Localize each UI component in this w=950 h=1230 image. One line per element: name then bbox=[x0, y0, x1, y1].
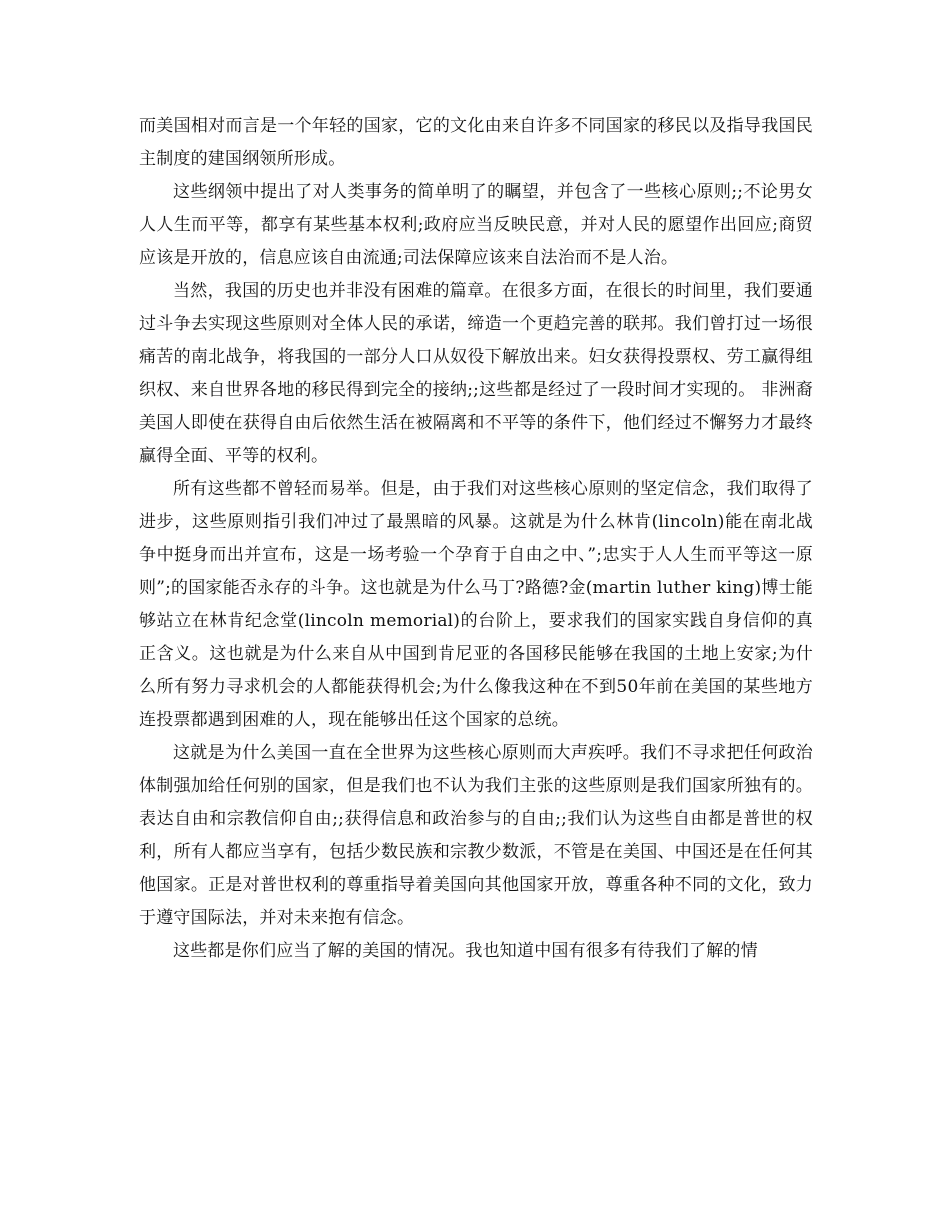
paragraph: 而美国相对而言是一个年轻的国家，它的文化由来自许多不同国家的移民以及指导我国民主制度的建国纲领所形成。 bbox=[139, 116, 813, 169]
paragraph: 所有这些都不曾轻而易举。但是，由于我们对这些核心原则的坚定信念，我们取得了进步，这些原则指引我们冲过了最黑暗的风暴。这就是为什么林肯(lincoln)能在南北战争中挺身而出并宣布，这是一场考验一个孕育于自由之中、”;忠实于人人生而平等这一原则”;的国家能否永存的斗争。这也就是为什么马丁?路德?金(martin luther king)博士能够站立在林肯纪念堂(lincoln memorial)的台阶上，要求我们的国家实践自身信仰的真正含义。这也就是为什么来自从中国到肯尼亚的各国移民能够在我国的土地上安家;为什么所有努力寻求机会的人都能获得机会;为什么像我这种在不到50年前在美国的某些地方连投票都遇到困难的人，现在能够出任这个国家的总统。 bbox=[139, 479, 813, 730]
paragraph: 这就是为什么美国一直在全世界为这些核心原则而大声疾呼。我们不寻求把任何政治体制强加给任何别的国家，但是我们也不认为我们主张的这些原则是我们国家所独有的。表达自由和宗教信仰自由;;获得信息和政治参与的自由;;我们认为这些自由都是普世的权利，所有人都应当享有，包括少数民族和宗教少数派，不管是在美国、中国还是在任何其他国家。正是对普世权利的尊重指导着美国向其他国家开放，尊重各种不同的文化，致力于遵守国际法，并对未来抱有信念。 bbox=[139, 743, 813, 928]
paragraph: 当然，我国的历史也并非没有困难的篇章。在很多方面，在很长的时间里，我们要通过斗争去实现这些原则对全体人民的承诺，缔造一个更趋完善的联邦。我们曾打过一场很痛苦的南北战争，将我国的一部分人口从奴役下解放出来。妇女获得投票权、劳工赢得组织权、来自世界各地的移民得到完全的接纳;;这些都是经过了一段时间才实现的。 非洲裔美国人即使在获得自由后依然生活在被隔离和不平等的条件下，他们经过不懈努力才最终赢得全面、平等的权利。 bbox=[139, 281, 813, 466]
paragraph: 这些都是你们应当了解的美国的情况。我也知道中国有很多有待我们了解的情 bbox=[173, 941, 758, 961]
document-body bbox=[139, 110, 813, 968]
paragraph: 这些纲领中提出了对人类事务的简单明了的瞩望，并包含了一些核心原则;;不论男女人人生而平等，都享有某些基本权利;政府应当反映民意，并对人民的愿望作出回应;商贸应该是开放的，信息应该自由流通;司法保障应该来自法治而不是人治。 bbox=[139, 182, 813, 268]
